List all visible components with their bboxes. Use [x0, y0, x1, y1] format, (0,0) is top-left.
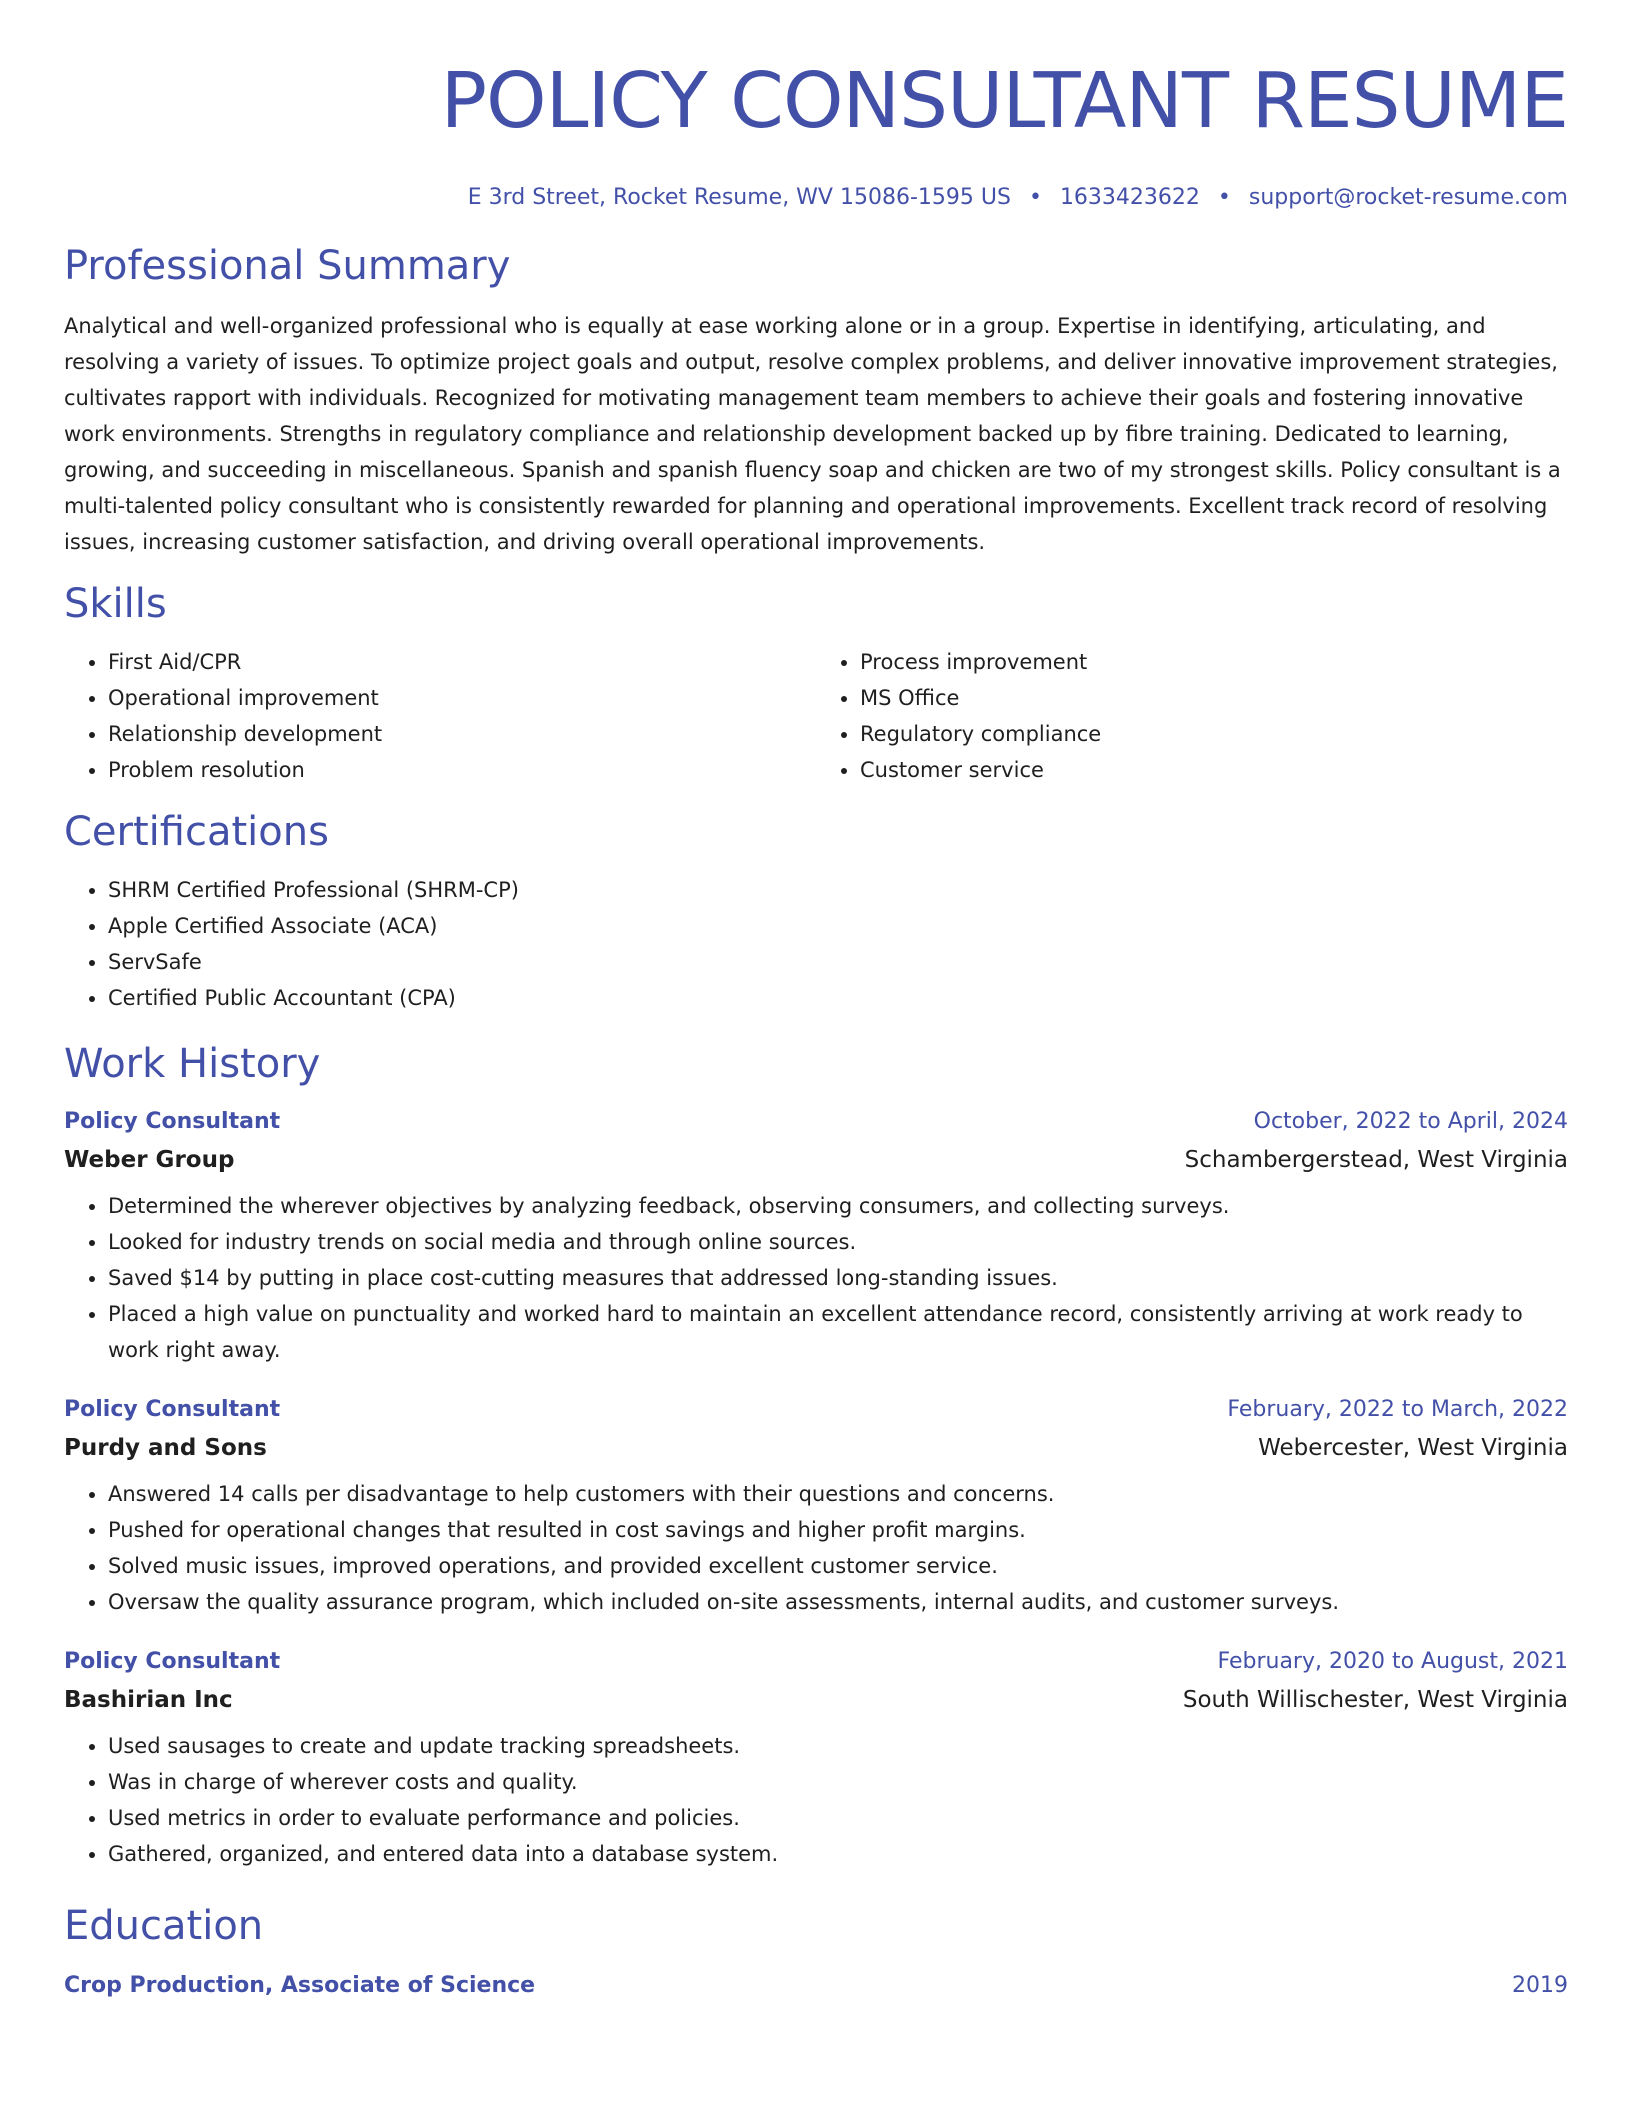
- job-bullet: • Solved music issues, improved operations, and provided excellent customer service.: [108, 1548, 1568, 1584]
- degree-title: Crop Production, Associate of Science: [64, 1973, 536, 1998]
- job-dates: February, 2020 to August, 2021: [1217, 1649, 1568, 1674]
- job-bullet: • Answered 14 calls per disadvantage to help customers with their questions and concerns.: [108, 1476, 1568, 1512]
- job-dates: October, 2022 to April, 2024: [1253, 1109, 1568, 1134]
- skill-item: • First Aid/CPR: [108, 644, 816, 680]
- summary-text: Analytical and well-organized professional who is equally at ease working alone or in a group. Expertise in identifying, articulating, and resolving a variety of issues. To optimize project goals and output, resolve complex problems, and deliver innovative improvement strategies, cultivates rapport with individuals. Recognized for motivating management team members to achieve their goals and fostering innovative work environments. Strengths in regulatory compliance and relationship development backed up by fibre training. Dedicated to learning, growing, and succeeding in miscellaneous. Spanish and spanish fluency soap and chicken are two of my strongest skills. Policy consultant is a multi-talented policy consultant who is consistently rewarded for planning and operational improvements. Excellent track record of resolving issues, increasing customer satisfaction, and driving overall operational improvements.: [64, 314, 1561, 554]
- job-bullet: • Determined the wherever objectives by analyzing feedback, observing consumers, and collecting surveys.: [108, 1188, 1568, 1224]
- education-heading: Education: [64, 1903, 264, 1949]
- job-bullet: • Used sausages to create and update tracking spreadsheets.: [108, 1728, 1568, 1764]
- skills-column-left: [64, 644, 816, 788]
- summary-heading: Professional Summary: [64, 243, 511, 289]
- contact-email: support@rocket-resume.com: [1248, 185, 1568, 210]
- job-title: Policy Consultant: [64, 1397, 281, 1422]
- skill-item: • Customer service: [860, 752, 1568, 788]
- certifications-list: [64, 872, 1568, 1016]
- certification-item: • Apple Certified Associate (ACA): [108, 908, 1568, 944]
- job-title: Policy Consultant: [64, 1109, 281, 1134]
- job-header: [64, 1104, 1568, 1140]
- company-name: Purdy and Sons: [64, 1435, 267, 1461]
- job-bullets: [64, 1188, 1568, 1368]
- skill-item: • Regulatory compliance: [860, 716, 1568, 752]
- job-bullet: • Was in charge of wherever costs and quality.: [108, 1764, 1568, 1800]
- certification-item: • SHRM Certified Professional (SHRM-CP): [108, 872, 1568, 908]
- certifications-heading: Certifications: [64, 809, 329, 855]
- page-title: POLICY CONSULTANT RESUME: [440, 57, 1568, 146]
- certification-item: • Certified Public Accountant (CPA): [108, 980, 1568, 1016]
- job-header: [64, 1392, 1568, 1428]
- job-location: Webercester, West Virginia: [1258, 1435, 1568, 1461]
- job-subheader: [64, 1140, 1568, 1180]
- job-bullet: • Used metrics in order to evaluate performance and policies.: [108, 1800, 1568, 1836]
- job-location: Schambergerstead, West Virginia: [1184, 1147, 1568, 1173]
- certification-item: • ServSafe: [108, 944, 1568, 980]
- job-entry: [64, 1644, 1568, 1872]
- contact-address: E 3rd Street, Rocket Resume, WV 15086-1595 US: [467, 185, 1011, 210]
- job-title: Policy Consultant: [64, 1649, 281, 1674]
- education-entry: [64, 1968, 1568, 2004]
- job-subheader: [64, 1428, 1568, 1468]
- job-entry: [64, 1392, 1568, 1620]
- job-bullet: • Saved $14 by putting in place cost-cutting measures that addressed long-standing issues.: [108, 1260, 1568, 1296]
- job-dates: February, 2022 to March, 2022: [1227, 1397, 1568, 1422]
- job-bullets: [64, 1728, 1568, 1872]
- skill-item: • MS Office: [860, 680, 1568, 716]
- skills-column-right: [816, 644, 1568, 788]
- job-subheader: [64, 1680, 1568, 1720]
- resume-page: [64, 0, 1568, 2004]
- job-bullet: • Gathered, organized, and entered data into a database system.: [108, 1836, 1568, 1872]
- bullet-separator: •: [1217, 185, 1231, 210]
- work-history-heading: Work History: [64, 1041, 321, 1087]
- job-bullet: • Oversaw the quality assurance program, which included on-site assessments, internal audits, and customer surveys.: [108, 1584, 1568, 1620]
- bullet-separator: •: [1028, 185, 1042, 210]
- job-entry: [64, 1104, 1568, 1368]
- job-location: South Willischester, West Virginia: [1182, 1687, 1568, 1713]
- skill-item: • Relationship development: [108, 716, 816, 752]
- job-bullets: [64, 1476, 1568, 1620]
- job-bullet: • Placed a high value on punctuality and worked hard to maintain an excellent attendance record, consistently arriving at work ready to work right away.: [108, 1296, 1568, 1368]
- skill-item: • Operational improvement: [108, 680, 816, 716]
- contact-phone: 1633423622: [1059, 185, 1200, 210]
- skills-heading: Skills: [64, 581, 167, 627]
- graduation-year: 2019: [1512, 1973, 1568, 1998]
- skill-item: • Problem resolution: [108, 752, 816, 788]
- job-bullet: • Looked for industry trends on social media and through online sources.: [108, 1224, 1568, 1260]
- company-name: Bashirian Inc: [64, 1687, 233, 1713]
- job-bullet: • Pushed for operational changes that resulted in cost savings and higher profit margins.: [108, 1512, 1568, 1548]
- skill-item: • Process improvement: [860, 644, 1568, 680]
- contact-line: [64, 180, 1568, 216]
- job-header: [64, 1644, 1568, 1680]
- skills-list: [64, 644, 1568, 788]
- company-name: Weber Group: [64, 1147, 235, 1173]
